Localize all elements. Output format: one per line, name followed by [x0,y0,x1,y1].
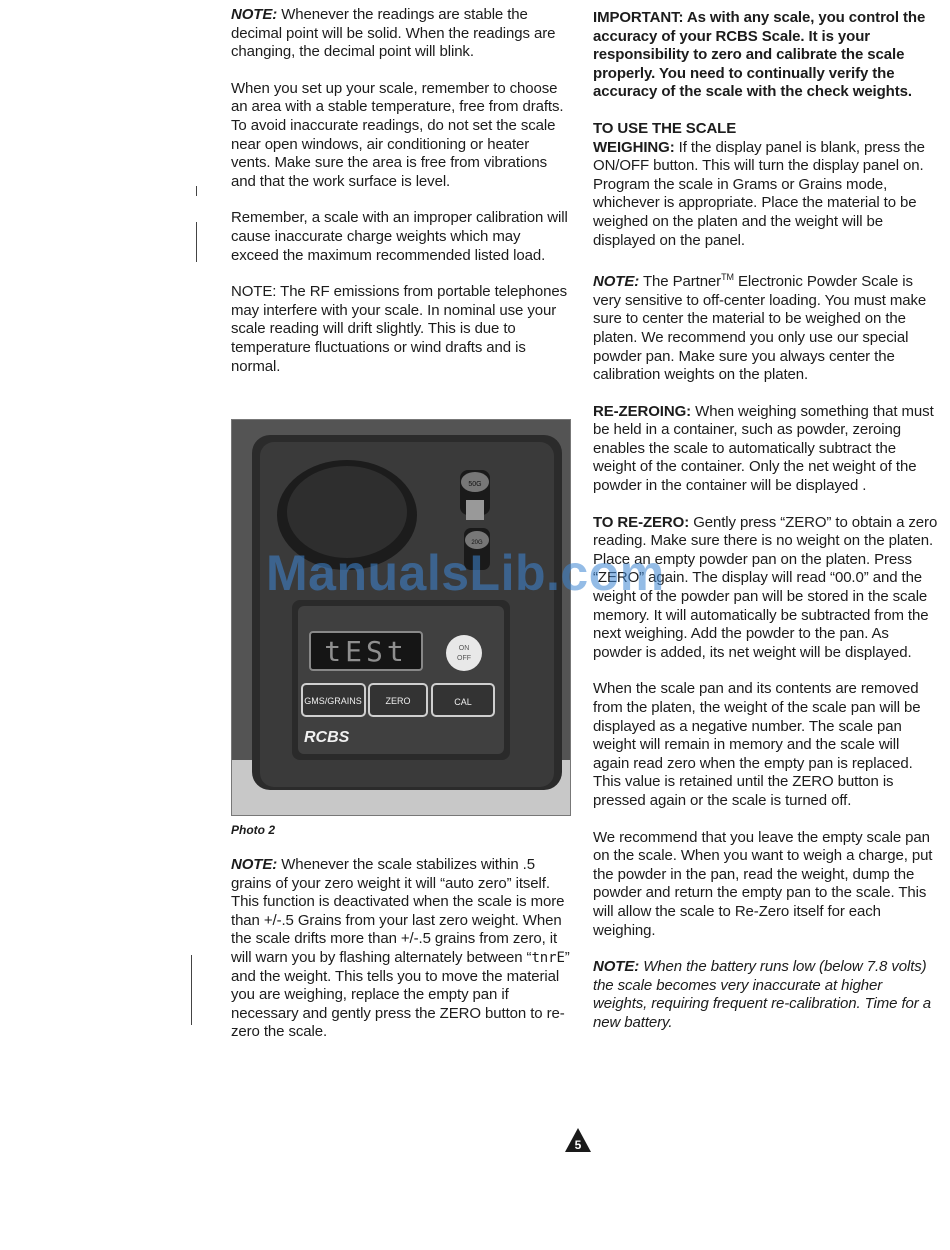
page-number: 5 [574,1138,582,1152]
photo-caption: Photo 2 [231,823,275,837]
battery-note: NOTE: When the battery runs low (below 7.8 volts) the scale becomes very inaccurate at higher weights, requiring frequent re-calibration. Time for a new battery. [593,958,931,1031]
left-column-lower [231,856,571,1042]
scale-photo [231,419,571,816]
calibration-paragraph: Remember, a scale with an improper calibration will cause inaccurate charge weights which may exceed the maximum recommended listed load. [231,209,568,264]
svg-text:OFF: OFF [457,655,471,662]
recommend-paragraph: We recommend that you leave the empty scale pan on the scale. When you want to weigh a charge, put the powder in the pan, read the weight, dump the powder and return the empty pan to the scale. This will allow the scale to Re-Zero itself for each weighing. [593,828,933,939]
svg-text:ON: ON [458,645,470,652]
important-notice: IMPORTANT: As with any scale, you control the accuracy of your RCBS Scale. It is your responsibility to zero and calibrate the scale properly. You need to continually verify the accuracy of the scale with the check weights. [593,9,926,101]
section-heading: TO USE THE SCALE [593,119,737,137]
left-column [231,6,571,376]
svg-text:GMS/GRAINS: GMS/GRAINS [304,696,362,706]
rcbs-logo: RCBS [304,729,350,746]
on-off-button [446,635,482,671]
svg-text:ZERO: ZERO [385,696,411,706]
svg-text:20G: 20G [471,540,483,546]
margin-mark [196,186,197,196]
margin-mark [191,955,192,1025]
margin-mark [196,222,197,262]
svg-text:CAL: CAL [454,697,472,707]
to-rezero-paragraph: TO RE-ZERO: Gently press “ZERO” to obtain a zero reading. Make sure there is no weight on the platen. Place an empty powder pan on the platen. Press “ZERO” again. The display will read “00.0” and the weight of the powder pan will be stored in the scale memory. It will automatically be subtracted from the next weighing. Add the powder to the pan. As powder is added, its net weight will be displayed. [593,513,938,661]
svg-text:tESt: tESt [324,635,408,668]
manualslib-watermark: ManualsLib.com [266,545,665,601]
setup-paragraph: When you set up your scale, remember to choose an area with a stable temperature, free from drafts. To avoid inaccurate readings, do not set the scale near open windows, air conditioning or heater vents. Make sure the area is free from vibrations and that the work surface is level. [231,79,564,190]
off-center-note: NOTE: The Partner™ Electronic Powder Scale is very sensitive to off-center loading. You must make sure to center the material to be weighed on the platen. We recommend you only use our special powder pan. Make sure you always center the calibration weights on the platen. [593,272,927,384]
auto-zero-note: NOTE: Whenever the scale stabilizes within .5 grains of your zero weight it will “auto zero” itself. This function is deactivated when the scale is more than +/-.5 Grains from your last zero weight. When the scale drifts more than +/-.5 grains from zero, it will warn you by flashing alternately between “tnrE” and the weight. This tells you to move the material you are weighing, replace the empty pan if necessary and gently press the ZERO button to re-zero the scale. [231,856,570,1041]
page-number-badge [564,1127,592,1153]
rezeroing-paragraph: RE-ZEROING: When weighing something that must be held in a container, such as powder, zeroing enables the scale to automatically subtract the weight of the container. Only the net weight of the powder in the container will be displayed . [593,402,934,495]
svg-text:50G: 50G [468,481,482,488]
scale-illustration [232,420,570,815]
check-weight-icon [460,470,490,520]
note-stable-readings: NOTE: Whenever the readings are stable the decimal point will be solid. When the readings are changing, the decimal point will blink. [231,6,556,61]
pan-removed-paragraph: When the scale pan and its contents are removed from the platen, the weight of the scale pan will be displayed as a negative number. The scale pan weight will remain in memory and the scale will again read zero when the empty pan is replaced. This value is retained until the ZERO button is pressed again or the scale is turned off. [593,680,921,809]
right-column [593,9,938,1033]
rf-note-paragraph: NOTE: The RF emissions from portable telephones may interfere with your scale. In nominal use your scale reading will drift slightly. This is due to temperature fluctuations or wind drafts and is normal. [231,283,568,375]
weighing-paragraph: WEIGHING: If the display panel is blank, press the ON/OFF button. This will turn the display panel on. Program the scale in Grams or Grains mode, whichever is appropriate. Place the material to be weighed on the platen and the weight will be displayed on the panel. [593,138,925,249]
